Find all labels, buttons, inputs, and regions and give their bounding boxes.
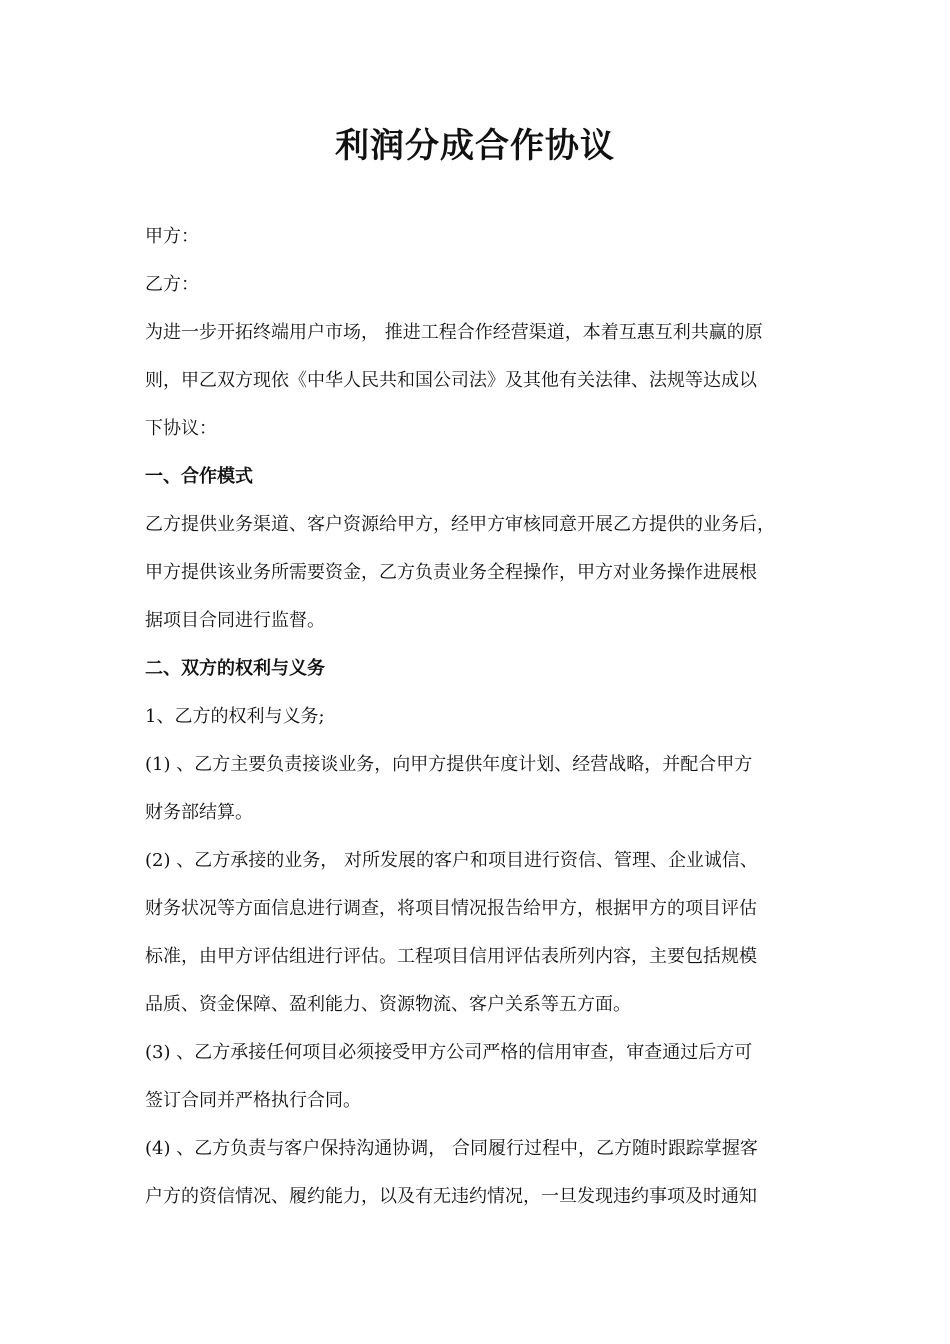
section-heading-rights-obligations: 二、双方的权利与义务 (145, 658, 325, 679)
paragraph-line: 乙方提供业务渠道、客户资源给甲方，经甲方审核同意开展乙方提供的业务后， (145, 514, 775, 535)
clause-line: 户方的资信情况、履约能力，以及有无违约情况，一旦发现违约事项及时通知 (145, 1186, 757, 1207)
document-title: 利润分成合作协议 (335, 126, 615, 166)
paragraph-line: 甲方提供该业务所需要资金，乙方负责业务全程操作，甲方对业务操作进展根 (145, 562, 757, 583)
clause-line: 标准，由甲方评估组进行评估。工程项目信用评估表所列内容，主要包括规模 (145, 946, 757, 967)
clause-line: 财务部结算。 (145, 802, 253, 823)
subsection-heading: 1、乙方的权利与义务; (145, 706, 325, 727)
clause-line: (4) 、乙方负责与客户保持沟通协调， 合同履行过程中，乙方随时跟踪掌握客 (145, 1138, 758, 1159)
party-b-line: 乙方： (145, 274, 199, 295)
clause-line: 财务状况等方面信息进行调查，将项目情况报告给甲方，根据甲方的项目评估 (145, 898, 757, 919)
clause-line: 品质、资金保障、盈利能力、资源物流、客户关系等五方面。 (145, 994, 631, 1015)
clause-line: (1) 、乙方主要负责接谈业务，向甲方提供年度计划、经营战略，并配合甲方 (145, 754, 753, 775)
section-heading-cooperation-mode: 一、合作模式 (145, 466, 253, 487)
preamble-line: 为进一步开拓终端用户市场， 推进工程合作经营渠道，本着互惠互利共赢的原 (145, 322, 763, 343)
party-a-line: 甲方： (145, 226, 199, 247)
clause-line: (2) 、乙方承接的业务， 对所发展的客户和项目进行资信、管理、企业诚信、 (145, 850, 758, 871)
preamble-line: 下协议： (145, 418, 217, 439)
preamble-line: 则，甲乙双方现依《中华人民共和国公司法》及其他有关法律、法规等达成以 (145, 370, 757, 391)
clause-line: 签订合同并严格执行合同。 (145, 1090, 361, 1111)
paragraph-line: 据项目合同进行监督。 (145, 610, 325, 631)
clause-line: (3) 、乙方承接任何项目必须接受甲方公司严格的信用审查，审查通过后方可 (145, 1042, 753, 1063)
